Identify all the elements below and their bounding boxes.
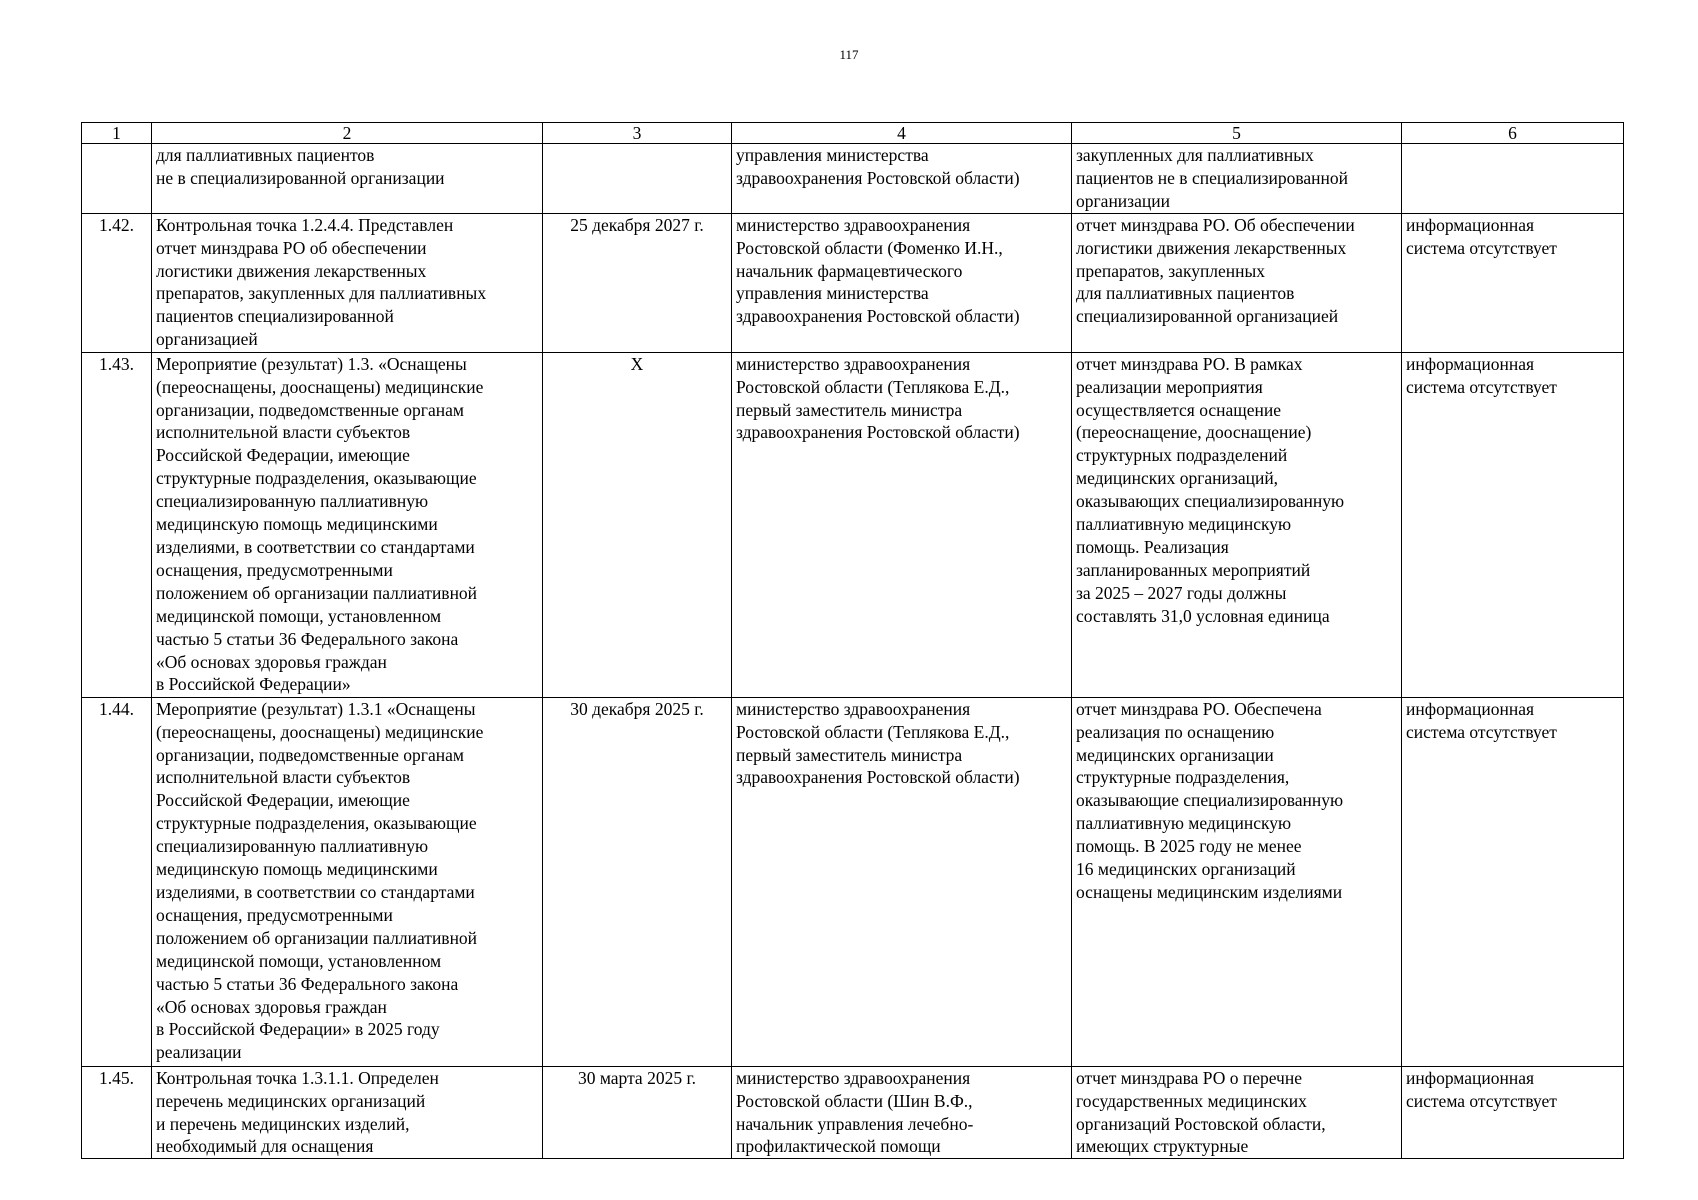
responsible-cell: управления министерства здравоохранения Ростовской области) <box>732 144 1072 214</box>
column-header: 5 <box>1072 123 1402 144</box>
table-row <box>82 352 1624 697</box>
column-header: 6 <box>1402 123 1624 144</box>
event-cell: Мероприятие (результат) 1.3. «Оснащены (переоснащены, дооснащены) медицинские организации, подведомственные органам исполнительной власти субъектов Российской Федерации, имеющие структурные подразделения, оказывающие специализированную паллиативную медицинскую помощь медицинскими изделиями, в соответствии со стандартами оснащения, предусмотренными положением об организации паллиативной медицинской помощи, установленном частью 5 статьи 36 Федерального закона «Об основах здоровья граждан в Российской Федерации» <box>152 352 543 697</box>
table-row <box>82 213 1624 352</box>
column-header: 1 <box>82 123 152 144</box>
date-cell: 30 декабря 2025 г. <box>543 697 732 1066</box>
event-cell: для паллиативных пациентов не в специализированной организации <box>152 144 543 214</box>
page-number: 117 <box>839 47 859 62</box>
row-number-cell: 1.44. <box>82 697 152 1066</box>
column-header: 2 <box>152 123 543 144</box>
table-row <box>82 144 1624 214</box>
table-row <box>82 1066 1624 1159</box>
responsible-cell: министерство здравоохранения Ростовской области (Шин В.Ф., начальник управления лечебно- профилактической помощи <box>732 1066 1072 1159</box>
date-cell <box>543 144 732 214</box>
system-cell: информационная система отсутствует <box>1402 1066 1624 1159</box>
system-cell: информационная система отсутствует <box>1402 352 1624 697</box>
system-cell: информационная система отсутствует <box>1402 213 1624 352</box>
result-cell: закупленных для паллиативных пациентов не в специализированной организации <box>1072 144 1402 214</box>
event-cell: Контрольная точка 1.3.1.1. Определен перечень медицинских организаций и перечень медицинских изделий, необходимый для оснащения <box>152 1066 543 1159</box>
system-cell <box>1402 144 1624 214</box>
date-cell: 25 декабря 2027 г. <box>543 213 732 352</box>
result-cell: отчет минздрава РО. Обеспечена реализация по оснащению медицинских организации структурные подразделения, оказывающие специализированную паллиативную медицинскую помощь. В 2025 году не менее 16 медицинских организаций оснащены медицинским изделиями <box>1072 697 1402 1066</box>
column-header: 3 <box>543 123 732 144</box>
event-cell: Контрольная точка 1.2.4.4. Представлен отчет минздрава РО об обеспечении логистики движения лекарственных препаратов, закупленных для паллиативных пациентов специализированной организацией <box>152 213 543 352</box>
table-row <box>82 697 1624 1066</box>
row-number-cell <box>82 144 152 214</box>
column-header: 4 <box>732 123 1072 144</box>
result-cell: отчет минздрава РО о перечне государственных медицинских организаций Ростовской области, имеющих структурные <box>1072 1066 1402 1159</box>
system-cell: информационная система отсутствует <box>1402 697 1624 1066</box>
row-number-cell: 1.42. <box>82 213 152 352</box>
table-header-row <box>82 123 1624 144</box>
date-cell: 30 марта 2025 г. <box>543 1066 732 1159</box>
row-number-cell: 1.43. <box>82 352 152 697</box>
document-table <box>81 122 1624 1159</box>
row-number-cell: 1.45. <box>82 1066 152 1159</box>
date-cell: X <box>543 352 732 697</box>
event-cell: Мероприятие (результат) 1.3.1 «Оснащены (переоснащены, дооснащены) медицинские организации, подведомственные органам исполнительной власти субъектов Российской Федерации, имеющие структурные подразделения, оказывающие специализированную паллиативную медицинскую помощь медицинскими изделиями, в соответствии со стандартами оснащения, предусмотренными положением об организации паллиативной медицинской помощи, установленном частью 5 статьи 36 Федерального закона «Об основах здоровья граждан в Российской Федерации» в 2025 году реализации <box>152 697 543 1066</box>
responsible-cell: министерство здравоохранения Ростовской области (Теплякова Е.Д., первый заместитель министра здравоохранения Ростовской области) <box>732 697 1072 1066</box>
result-cell: отчет минздрава РО. Об обеспечении логистики движения лекарственных препаратов, закупленных для паллиативных пациентов специализированной организацией <box>1072 213 1402 352</box>
result-cell: отчет минздрава РО. В рамках реализации мероприятия осуществляется оснащение (переоснащение, дооснащение) структурных подразделений медицинских организаций, оказывающих специализированную паллиативную медицинскую помощь. Реализация запланированных мероприятий за 2025 – 2027 годы должны составлять 31,0 условная единица <box>1072 352 1402 697</box>
responsible-cell: министерство здравоохранения Ростовской области (Теплякова Е.Д., первый заместитель министра здравоохранения Ростовской области) <box>732 352 1072 697</box>
responsible-cell: министерство здравоохранения Ростовской области (Фоменко И.Н., начальник фармацевтического управления министерства здравоохранения Ростовской области) <box>732 213 1072 352</box>
